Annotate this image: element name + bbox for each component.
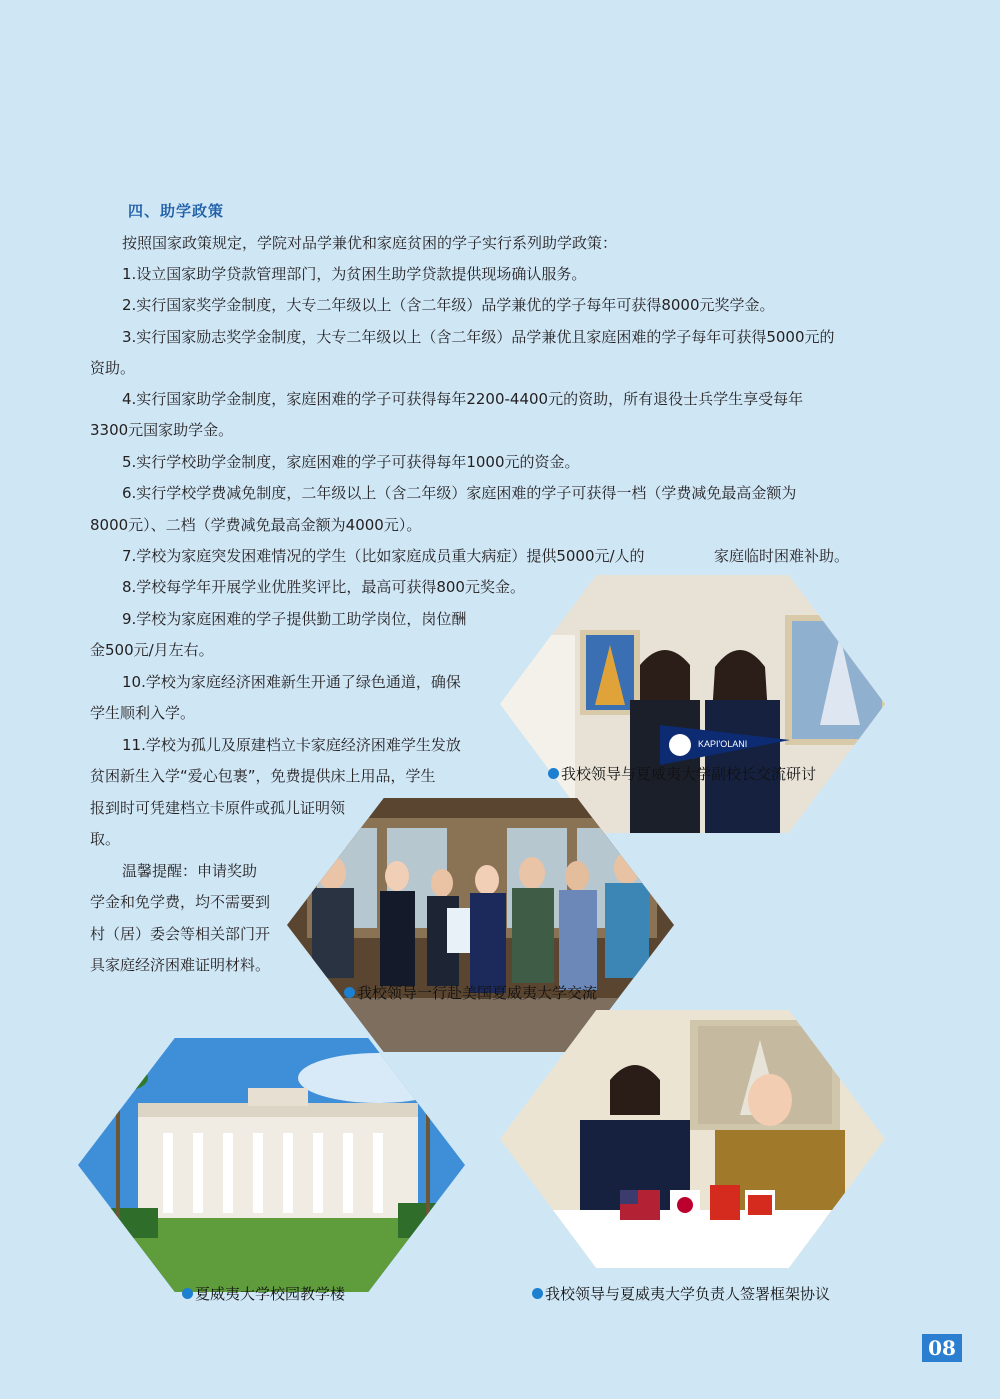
meeting-room-image: [500, 575, 885, 833]
reminder-line-1: 温馨提醒：申请奖助: [122, 862, 258, 880]
policy-line-11-cont-a: 贫困新生入学“爱心包裹”，免费提供床上用品，学生: [90, 767, 436, 785]
bullet-dot-icon: [532, 1288, 543, 1299]
policy-line-7: 7.学校为家庭突发困难情况的学生（比如家庭成员重大病症）提供5000元/人的: [122, 547, 645, 565]
policy-line-7-cont: 家庭临时困难补助。: [714, 547, 850, 565]
caption-text: 我校领导与夏威夷大学负责人签署框架协议: [545, 1285, 831, 1303]
policy-line-9-cont: 金500元/月左右。: [90, 641, 214, 659]
policy-line-11-cont-c: 取。: [90, 830, 121, 848]
caption-campus-building: [182, 1283, 345, 1304]
page-number: 08: [922, 1334, 962, 1362]
policy-line-9: 9.学校为家庭困难的学子提供勤工助学岗位，岗位酬: [122, 610, 467, 628]
policy-line-1: 1.设立国家助学贷款管理部门，为贫困生助学贷款提供现场确认服务。: [122, 265, 587, 283]
pennant-text: KAPI'OLANI: [698, 739, 748, 749]
policy-line-4-cont: 3300元国家助学金。: [90, 421, 234, 439]
policy-line-6-cont: 8000元）、二档（学费减免最高金额为4000元）。: [90, 516, 422, 534]
policy-line-11: 11.学校为孤儿及原建档立卡家庭经济困难学生发放: [122, 736, 461, 754]
intro-line: 按照国家政策规定，学院对品学兼优和家庭贫困的学子实行系列助学政策：: [122, 234, 618, 252]
caption-text: 夏威夷大学校园教学楼: [195, 1285, 346, 1303]
policy-line-6: 6.实行学校学费减免制度，二年级以上（含二年级）家庭困难的学子可获得一档（学费减免最高金额为: [122, 484, 797, 502]
bullet-dot-icon: [548, 768, 559, 779]
reminder-line-3: 村（居）委会等相关部门开: [90, 925, 271, 943]
caption-text: 我校领导与夏威夷大学副校长交流研讨: [561, 765, 817, 783]
caption-text: 我校领导一行赴美国夏威夷大学交流: [357, 984, 598, 1002]
policy-line-8: 8.学校每学年开展学业优胜奖评比，最高可获得800元奖金。: [122, 578, 525, 596]
bullet-dot-icon: [182, 1288, 193, 1299]
policy-line-10-cont: 学生顺利入学。: [90, 704, 196, 722]
photo-vice-president: [500, 575, 885, 833]
caption-group-visit: [344, 982, 597, 1003]
section-heading: 四、助学政策: [128, 202, 225, 220]
policy-line-3: 3.实行国家励志奖学金制度，大专二年级以上（含二年级）品学兼优且家庭困难的学子每年可获得5000元的: [122, 328, 835, 346]
caption-signing: [532, 1283, 830, 1304]
policy-line-10: 10.学校为家庭经济困难新生开通了绿色通道，确保: [122, 673, 461, 691]
policy-line-11-cont-b: 报到时可凭建档立卡原件或孤儿证明领: [90, 799, 346, 817]
policy-line-5: 5.实行学校助学金制度，家庭困难的学子可获得每年1000元的资金。: [122, 453, 580, 471]
reminder-line-2: 学金和免学费，均不需要到: [90, 893, 271, 911]
reminder-line-4: 具家庭经济困难证明材料。: [90, 956, 271, 974]
policy-line-2: 2.实行国家奖学金制度，大专二年级以上（含二年级）品学兼优的学子每年可获得8000元奖学金。: [122, 296, 775, 314]
policy-line-3-cont: 资助。: [90, 359, 136, 377]
photo-campus-building: [78, 1038, 465, 1292]
caption-vice-president: [548, 763, 816, 784]
campus-building-image: [78, 1038, 465, 1292]
policy-line-4: 4.实行国家助学金制度，家庭困难的学子可获得每年2200-4400元的资助，所有退役士兵学生享受每年: [122, 390, 804, 408]
bullet-dot-icon: [344, 987, 355, 998]
